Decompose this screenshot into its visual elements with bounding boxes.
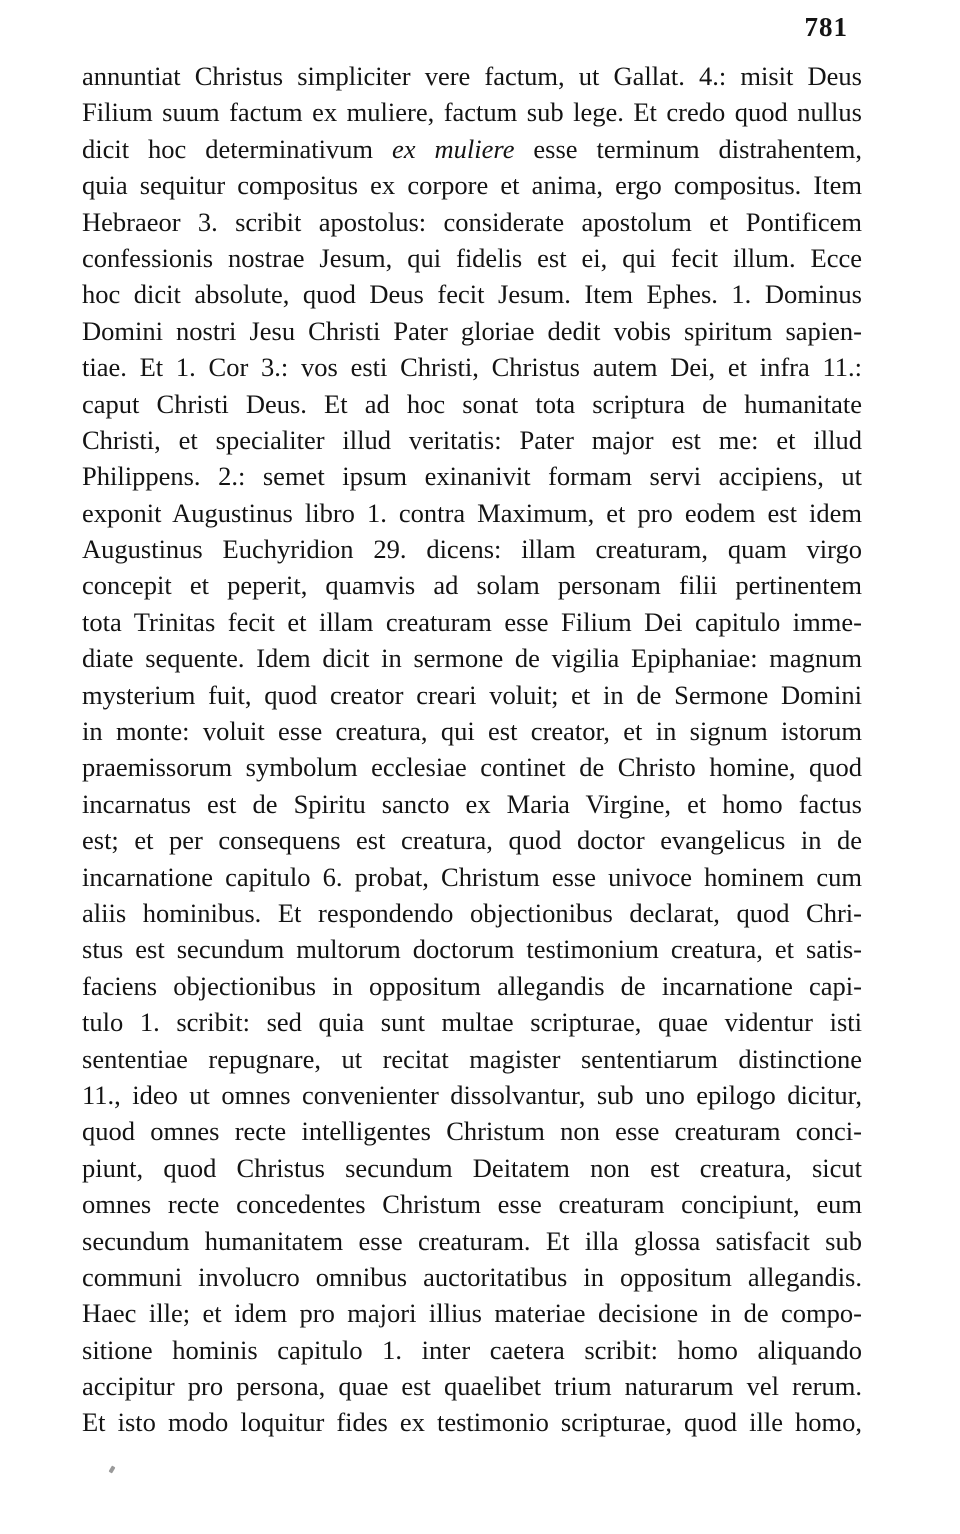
text-line: Philippens. 2.: semet ipsum exinanivit formam servi accipiens, ut bbox=[82, 461, 862, 492]
text-line: hoc dicit absolute, quod Deus fecit Jesum. Item Ephes. 1. Dominus bbox=[82, 279, 862, 310]
body-text bbox=[82, 58, 862, 1441]
text-line: communi involucro omnibus auctoritatibus in oppositum allegandis. bbox=[82, 1261, 862, 1292]
text-line: sitione hominis capitulo 1. inter caetera scribit: homo aliquando bbox=[82, 1334, 862, 1365]
text-segment: esse terminum distrahentem, bbox=[514, 133, 863, 164]
text-line bbox=[82, 131, 862, 167]
text-line: stus est secundum multorum doctorum testimonium creatura, et satis- bbox=[82, 934, 862, 965]
text-line: incarnatione capitulo 6. probat, Christum esse univoce hominem cum bbox=[82, 861, 862, 892]
text-line: sententiae repugnare, ut recitat magister sententiarum distinctione bbox=[82, 1043, 862, 1074]
text-line: concepit et peperit, quamvis ad solam personam filii pertinentem bbox=[82, 570, 862, 601]
text-line: Augustinus Euchyridion 29. dicens: illam creaturam, quam virgo bbox=[82, 534, 862, 565]
text-line: caput Christi Deus. Et ad hoc sonat tota scriptura de humanitate bbox=[82, 388, 862, 419]
text-line: diate sequente. Idem dicit in sermone de vigilia Epiphaniae: magnum bbox=[82, 643, 862, 674]
text-line: Christi, et specialiter illud veritatis: Pater major est me: et illud bbox=[82, 424, 862, 455]
text-line: quia sequitur compositus ex corpore et anima, ergo compositus. Item bbox=[82, 170, 862, 201]
text-line: quod omnes recte intelligentes Christum non esse creaturam conci- bbox=[82, 1116, 862, 1147]
text-line: piunt, quod Christus secundum Deitatem non est creatura, sicut bbox=[82, 1152, 862, 1183]
text-line: in monte: voluit esse creatura, qui est creator, et in signum istorum bbox=[82, 716, 862, 747]
text-line: tota Trinitas fecit et illam creaturam esse Filium Dei capitulo imme- bbox=[82, 606, 862, 637]
text-line: 11., ideo ut omnes convenienter dissolvantur, sub uno epilogo dicitur, bbox=[82, 1079, 862, 1110]
text-line: confessionis nostrae Jesum, qui fidelis est ei, qui fecit illum. Ecce bbox=[82, 242, 862, 273]
text-line: secundum humanitatem esse creaturam. Et illa glossa satisfacit sub bbox=[82, 1225, 862, 1256]
text-line: Domini nostri Jesu Christi Pater gloriae dedit vobis spiritum sapien- bbox=[82, 315, 862, 346]
text-line: Haec ille; et idem pro majori illius materiae decisione in de compo- bbox=[82, 1298, 862, 1329]
text-line: aliis hominibus. Et respondendo objectionibus declarat, quod Chri- bbox=[82, 897, 862, 928]
text-line: annuntiat Christus simpliciter vere factum, ut Gallat. 4.: misit Deus bbox=[82, 61, 862, 91]
text-line: Filium suum factum ex muliere, factum sub lege. Et credo quod nullus bbox=[82, 97, 862, 128]
text-line: mysterium fuit, quod creator creari voluit; et in de Sermone Domini bbox=[82, 679, 862, 710]
text-line: tulo 1. scribit: sed quia sunt multae scripturae, quae videntur isti bbox=[82, 1007, 862, 1038]
text-line: faciens objectionibus in oppositum allegandis de incarnatione capi- bbox=[82, 970, 862, 1001]
text-line: omnes recte concedentes Christum esse creaturam concipiunt, eum bbox=[82, 1189, 862, 1220]
italic-phrase: ex muliere bbox=[392, 133, 515, 164]
text-line: exponit Augustinus libro 1. contra Maximum, et pro eodem est idem bbox=[82, 497, 862, 528]
text-line: incarnatus est de Spiritu sancto ex Maria Virgine, et homo factus bbox=[82, 788, 862, 819]
text-line: accipitur pro persona, quae est quaelibet trium naturarum vel rerum. bbox=[82, 1371, 862, 1402]
text-line: tiae. Et 1. Cor 3.: vos esti Christi, Christus autem Dei, et infra 11.: bbox=[82, 352, 862, 383]
text-segment: dicit hoc determinativum bbox=[82, 133, 393, 164]
text-line: praemissorum symbolum ecclesiae continet de Christo homine, quod bbox=[82, 752, 862, 783]
text-line: Hebraeor 3. scribit apostolus: considerate apostolum et Pontificem bbox=[82, 206, 862, 237]
page-number: 781 bbox=[804, 12, 848, 42]
text-line: Et isto modo loquitur fides ex testimonio scripturae, quod ille homo, bbox=[82, 1407, 862, 1438]
print-speck bbox=[109, 1465, 116, 1473]
text-line: est; et per consequens est creatura, quod doctor evangelicus in de bbox=[82, 825, 862, 856]
